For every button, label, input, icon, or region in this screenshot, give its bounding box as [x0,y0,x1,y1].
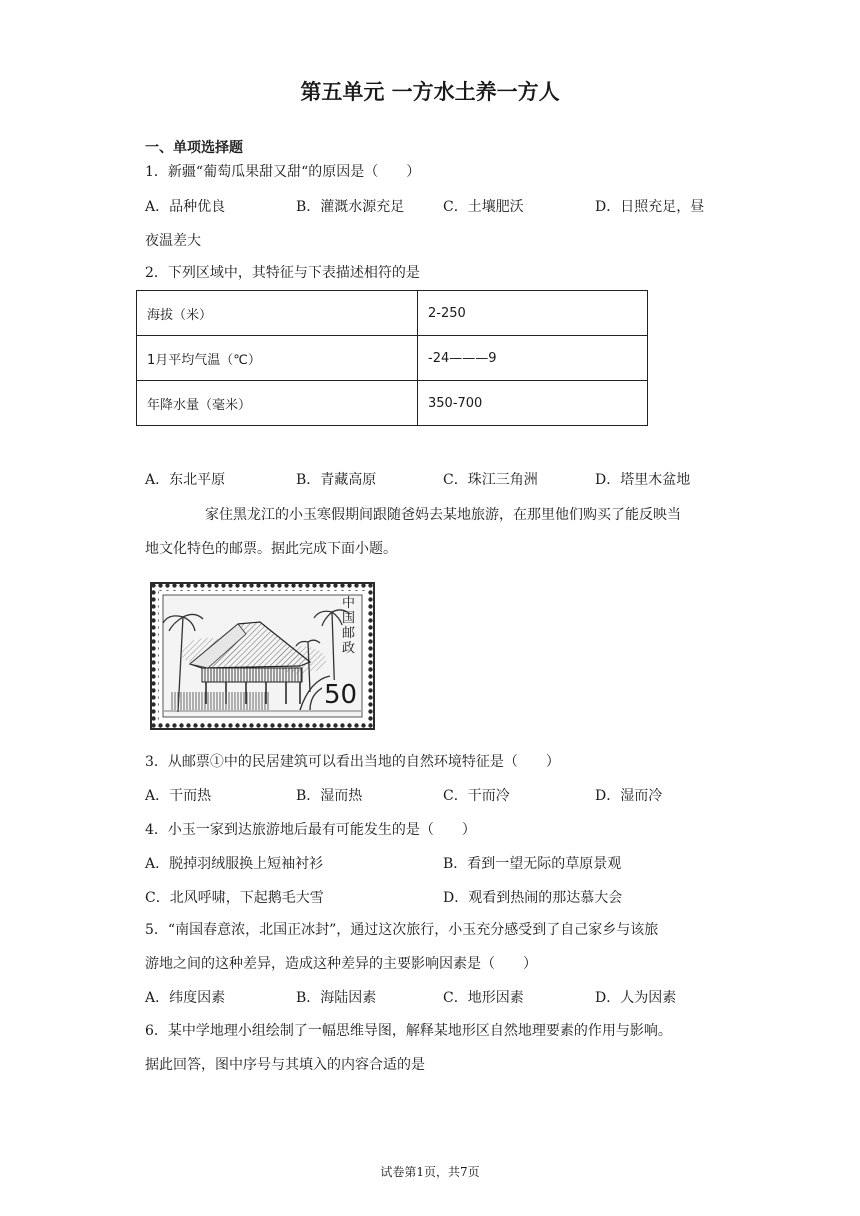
q2-option-a: A．东北平原 [145,472,226,488]
table-cell: 海拔（米） [137,291,418,336]
q5-option-a: A．纬度因素 [145,990,226,1006]
q1-stem: 1．新疆“葡萄瓜果甜又甜“的原因是（ ） [145,164,421,180]
q1-option-c: C．土壤肥沃 [443,199,524,215]
q2-option-c: C．珠江三角洲 [443,472,538,488]
table-cell: -24———9 [418,336,648,381]
table-row [137,336,648,381]
q3-option-b: B．湿而热 [296,788,363,804]
q2-stem: 2．下列区域中，其特征与下表描述相符的是 [145,265,420,281]
stamp-value: 50 [324,680,358,710]
q1-option-d: D．日照充足，昼 [595,199,705,215]
q1-option-d-continued: 夜温差大 [145,233,201,249]
q6-stem-line-1: 6．某中学地理小组绘制了一幅思维导图，解释某地形区自然地理要素的作用与影响。 [145,1023,672,1039]
q4-option-c: C．北风呼啸，下起鹅毛大雪 [145,890,324,906]
q5-stem-line-2: 游地之间的这种差异，造成这种差异的主要影响因素是（ ） [145,956,537,972]
passage-line-2: 地文化特色的邮票。据此完成下面小题。 [145,541,397,557]
q3-option-c: C．干而冷 [443,788,510,804]
q5-option-b: B．海陆因素 [296,990,377,1006]
q4-option-a: A．脱掉羽绒服换上短袖衬衫 [145,856,324,872]
q5-option-c: C．地形因素 [443,990,524,1006]
q2-option-b: B．青藏高原 [296,472,377,488]
q2-data-table [136,290,648,426]
q3-stem: 3．从邮票①中的民居建筑可以看出当地的自然环境特征是（ ） [145,754,560,770]
q1-option-b: B．灌溉水源充足 [296,199,405,215]
passage-line-1: 家住黑龙江的小玉寒假期间跟随爸妈去某地旅游，在那里他们购买了能反映当 [205,507,681,523]
stamp-image [150,582,375,730]
q4-option-d: D．观看到热闹的那达慕大会 [443,890,623,906]
section-heading: 一、单项选择题 [145,140,243,156]
q1-option-a: A．品种优良 [145,199,226,215]
stamp-country-text: 中国邮政 [342,596,356,656]
q5-stem-line-1: 5．“南国春意浓，北国正冰封”，通过这次旅行，小玉充分感受到了自己家乡与该旅 [145,922,659,938]
q3-option-d: D．湿而冷 [595,788,663,804]
q4-option-b: B．看到一望无际的草原景观 [443,856,622,872]
q6-stem-line-2: 据此回答，图中序号与其填入的内容合适的是 [145,1057,425,1073]
table-cell: 年降水量（毫米） [137,381,418,426]
q2-option-d: D．塔里木盆地 [595,472,691,488]
page-footer: 试卷第1页，共7页 [380,1165,480,1179]
q3-option-a: A．干而热 [145,788,212,804]
table-row [137,381,648,426]
page-title: 第五单元 一方水土养一方人 [300,80,560,104]
q5-option-d: D．人为因素 [595,990,677,1006]
table-cell: 350-700 [418,381,648,426]
table-cell: 1月平均气温（℃） [137,336,418,381]
table-cell: 2-250 [418,291,648,336]
table-row [137,291,648,336]
q4-stem: 4．小玉一家到达旅游地后最有可能发生的是（ ） [145,822,476,838]
